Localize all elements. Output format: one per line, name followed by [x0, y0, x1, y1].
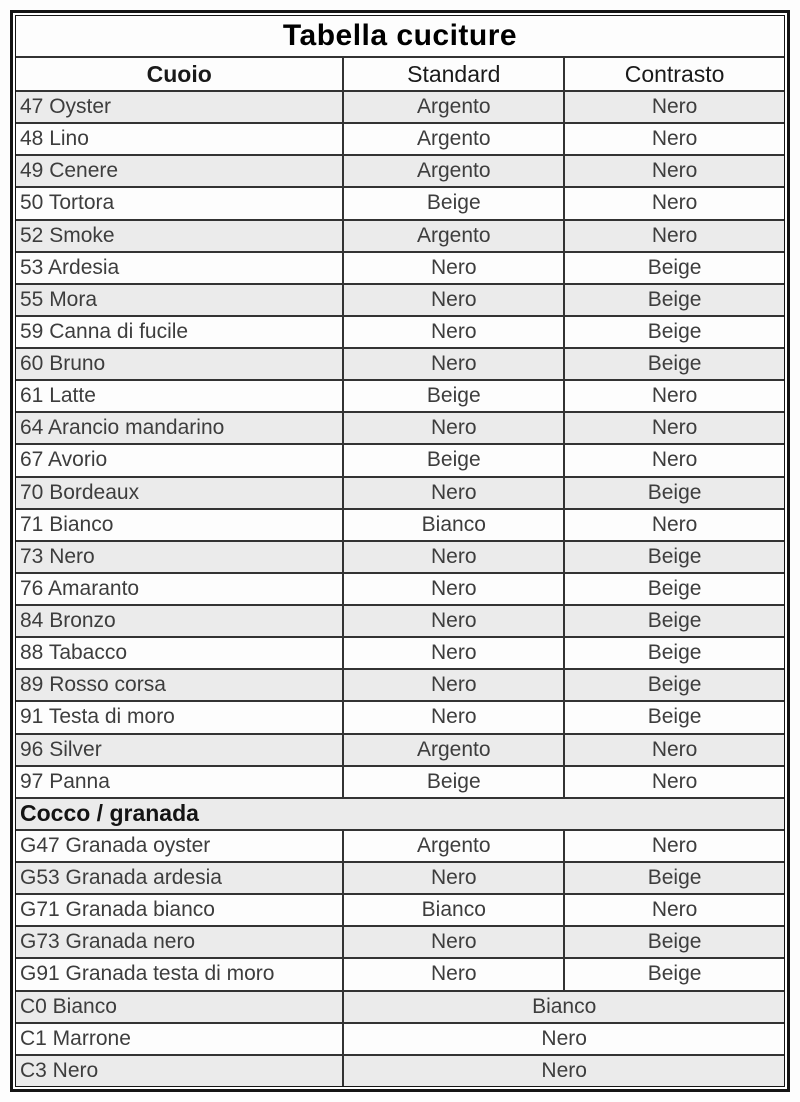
contrasto-cell: Beige — [563, 574, 784, 604]
section-label: Cocco / granada — [20, 800, 199, 827]
table-row — [16, 893, 784, 925]
leather-cell: 53 Ardesia — [20, 255, 120, 279]
leather-cell: 67 Avorio — [20, 448, 108, 472]
contrasto-cell: Beige — [563, 349, 784, 379]
standard-cell: Argento — [342, 831, 563, 861]
column-header-cuoio: Cuoio — [146, 60, 212, 87]
standard-cell: Nero — [342, 863, 563, 893]
contrasto-cell: Nero — [563, 381, 784, 411]
standard-cell: Bianco — [342, 510, 563, 540]
table-row — [16, 925, 784, 957]
table-row — [16, 476, 784, 508]
standard-cell: Argento — [342, 124, 563, 154]
contrasto-cell: Beige — [563, 285, 784, 315]
contrasto-cell: Beige — [563, 638, 784, 668]
contrasto-cell: Nero — [563, 124, 784, 154]
contrasto-cell: Nero — [563, 413, 784, 443]
standard-cell: Beige — [342, 445, 563, 475]
leather-cell: C0 Bianco — [20, 994, 117, 1018]
table-row — [16, 540, 784, 572]
leather-cell: 49 Cenere — [20, 159, 119, 183]
standard-cell: Nero — [342, 349, 563, 379]
leather-cell: G71 Granada bianco — [20, 898, 215, 922]
standard-cell: Nero — [342, 253, 563, 283]
column-header-contrasto: Contrasto — [563, 58, 784, 90]
contrasto-cell: Nero — [563, 735, 784, 765]
contrasto-cell: Beige — [563, 702, 784, 732]
table-row — [16, 90, 784, 122]
leather-cell: 61 Latte — [20, 384, 96, 408]
leather-cell: 73 Nero — [20, 544, 95, 568]
leather-cell: C1 Marrone — [20, 1026, 131, 1050]
table-row — [16, 733, 784, 765]
leather-cell: G53 Granada ardesia — [20, 866, 222, 890]
table-row — [16, 636, 784, 668]
standard-cell: Nero — [342, 574, 563, 604]
table-row — [16, 251, 784, 283]
contrasto-cell: Beige — [563, 317, 784, 347]
standard-cell: Argento — [342, 156, 563, 186]
standard-cell: Nero — [342, 959, 563, 989]
table-row — [16, 1054, 784, 1086]
leather-cell: 55 Mora — [20, 287, 98, 311]
standard-cell: Nero — [342, 702, 563, 732]
table-row — [16, 572, 784, 604]
contrasto-cell: Beige — [563, 606, 784, 636]
contrasto-cell: Beige — [563, 478, 784, 508]
table-header-row — [16, 56, 784, 90]
table-row — [16, 957, 784, 989]
leather-cell: 70 Bordeaux — [20, 480, 140, 504]
table-title: Tabella cuciture — [282, 19, 518, 52]
leather-cell: 76 Amaranto — [20, 576, 140, 600]
table-title-row — [16, 16, 784, 56]
leather-cell: 64 Arancio mandarino — [20, 416, 225, 440]
leather-cell: G47 Granada oyster — [20, 833, 211, 857]
contrasto-cell: Beige — [563, 959, 784, 989]
leather-cell: 60 Bruno — [20, 352, 106, 376]
leather-cell: 50 Tortora — [20, 191, 115, 215]
stitching-table-inner — [15, 15, 785, 1087]
standard-cell: Bianco — [342, 895, 563, 925]
stitching-table — [10, 10, 790, 1092]
standard-cell: Nero — [342, 606, 563, 636]
leather-cell: 59 Canna di fucile — [20, 319, 189, 343]
contrasto-cell: Nero — [563, 221, 784, 251]
contrasto-cell: Nero — [563, 92, 784, 122]
section-header-row — [16, 797, 784, 829]
leather-cell: 96 Silver — [20, 737, 102, 761]
merged-value-cell: Nero — [342, 1024, 784, 1054]
table-row — [16, 700, 784, 732]
table-row — [16, 990, 784, 1022]
table-row — [16, 283, 784, 315]
leather-cell: 89 Rosso corsa — [20, 673, 166, 697]
table-body — [16, 90, 784, 1086]
table-row — [16, 347, 784, 379]
standard-cell: Nero — [342, 638, 563, 668]
contrasto-cell: Beige — [563, 542, 784, 572]
contrasto-cell: Nero — [563, 831, 784, 861]
table-row — [16, 443, 784, 475]
standard-cell: Nero — [342, 927, 563, 957]
merged-value-cell: Bianco — [342, 992, 784, 1022]
contrasto-cell: Beige — [563, 253, 784, 283]
table-row — [16, 122, 784, 154]
table-row — [16, 379, 784, 411]
table-row — [16, 154, 784, 186]
standard-cell: Nero — [342, 413, 563, 443]
table-row — [16, 1022, 784, 1054]
leather-cell: 91 Testa di moro — [20, 705, 175, 729]
contrasto-cell: Nero — [563, 510, 784, 540]
standard-cell: Beige — [342, 381, 563, 411]
contrasto-cell: Nero — [563, 188, 784, 218]
contrasto-cell: Beige — [563, 670, 784, 700]
table-row — [16, 668, 784, 700]
contrasto-cell: Beige — [563, 927, 784, 957]
leather-cell: 97 Panna — [20, 769, 110, 793]
merged-value-cell: Nero — [342, 1056, 784, 1086]
contrasto-cell: Beige — [563, 863, 784, 893]
leather-cell: 47 Oyster — [20, 95, 112, 119]
standard-cell: Beige — [342, 188, 563, 218]
table-row — [16, 765, 784, 797]
table-row — [16, 508, 784, 540]
contrasto-cell: Nero — [563, 895, 784, 925]
table-row — [16, 219, 784, 251]
table-row — [16, 604, 784, 636]
table-row — [16, 186, 784, 218]
contrasto-cell: Nero — [563, 156, 784, 186]
standard-cell: Nero — [342, 542, 563, 572]
leather-cell: C3 Nero — [20, 1058, 99, 1082]
standard-cell: Nero — [342, 478, 563, 508]
table-row — [16, 861, 784, 893]
leather-cell: 88 Tabacco — [20, 641, 128, 665]
standard-cell: Nero — [342, 285, 563, 315]
standard-cell: Beige — [342, 767, 563, 797]
standard-cell: Argento — [342, 735, 563, 765]
leather-cell: G73 Granada nero — [20, 930, 196, 954]
table-row — [16, 315, 784, 347]
leather-cell: 48 Lino — [20, 127, 89, 151]
column-header-standard: Standard — [342, 58, 563, 90]
standard-cell: Nero — [342, 317, 563, 347]
leather-cell: G91 Granada testa di moro — [20, 962, 275, 986]
leather-cell: 71 Bianco — [20, 512, 114, 536]
table-row — [16, 411, 784, 443]
contrasto-cell: Nero — [563, 767, 784, 797]
leather-cell: 52 Smoke — [20, 223, 115, 247]
contrasto-cell: Nero — [563, 445, 784, 475]
table-row — [16, 829, 784, 861]
standard-cell: Argento — [342, 92, 563, 122]
leather-cell: 84 Bronzo — [20, 609, 116, 633]
standard-cell: Argento — [342, 221, 563, 251]
standard-cell: Nero — [342, 670, 563, 700]
